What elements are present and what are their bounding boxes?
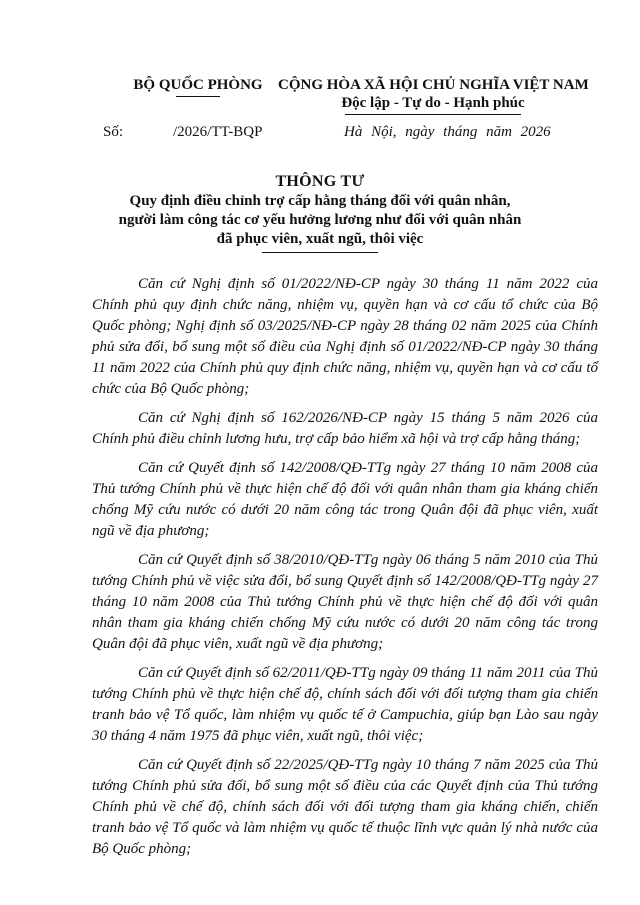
republic-name: CỘNG HÒA XÃ HỘI CHỦ NGHĨA VIỆT NAM xyxy=(278,77,589,93)
legal-basis-paragraph: Căn cứ Quyết định số 62/2011/QĐ-TTg ngày 09 tháng 11 năm 2011 của Thủ tướng Chính phủ về thực hiện chế độ, chính sách đối với đối tượng tham gia chiến tranh bảo vệ Tổ quốc, làm nhiệm vụ quốc tế ở Campuchia, giúp bạn Lào sau ngày 30 tháng 4 năm 1975 đã phục viên, xuất ngũ, thôi việc; xyxy=(92,665,598,744)
legal-basis-paragraph: Căn cứ Quyết định số 38/2010/QĐ-TTg ngày 06 tháng 5 năm 2010 của Thủ tướng Chính phủ về việc sửa đổi, bổ sung Quyết định số 142/2008/QĐ-TTg ngày 27 tháng 10 năm 2008 của Thủ tướng Chính phủ về thực hiện chế độ đối với quân nhân tham gia kháng chiến chống Mỹ cứu nước có dưới 20 năm công tác trong Quân đội đã phục viên, xuất ngũ về địa phương; xyxy=(92,552,598,652)
title-block xyxy=(80,172,560,253)
legal-basis-paragraph: Căn cứ Quyết định số 142/2008/QĐ-TTg ngày 27 tháng 10 năm 2008 của Thủ tướng Chính phủ về thực hiện chế độ đối với quân nhân tham gia kháng chiến chống Mỹ cứu nước có dưới 20 năm công tác trong Quân đội đã phục viên, xuất ngũ về địa phương; xyxy=(92,460,598,539)
document-type: THÔNG TƯ xyxy=(275,173,365,190)
ministry-name: BỘ QUỐC PHÒNG xyxy=(133,77,263,93)
legal-basis-section xyxy=(92,274,598,868)
legal-basis-paragraph: Căn cứ Nghị định số 162/2026/NĐ-CP ngày 15 tháng 5 năm 2026 của Chính phủ điều chỉnh lương hưu, trợ cấp bảo hiểm xã hội và trợ cấp hằng tháng; xyxy=(92,410,598,447)
document-subject-line: người làm công tác cơ yếu hưởng lương như đối với quân nhân xyxy=(118,212,522,228)
document-subject-line: Quy định điều chỉnh trợ cấp hằng tháng đối với quân nhân, xyxy=(129,193,511,209)
document-number-value: /2026/TT-BQP xyxy=(173,124,263,140)
national-motto: Độc lập - Tự do - Hạnh phúc xyxy=(341,95,525,111)
document-number-label: Số: xyxy=(103,124,124,140)
motto-underline xyxy=(345,114,521,115)
issuing-agency-block xyxy=(118,76,278,97)
legal-basis-paragraph: Căn cứ Quyết định số 22/2025/QĐ-TTg ngày 10 tháng 7 năm 2025 của Thủ tướng Chính phủ sửa đổi, bổ sung một số điều của các Quyết định của Thủ tướng Chính phủ về chế độ, chính sách đối với đối tượng tham gia kháng chiến, chiến tranh bảo vệ Tổ quốc và làm nhiệm vụ quốc tế thuộc lĩnh vực quản lý nhà nước của Bộ Quốc phòng; xyxy=(92,757,598,857)
national-title-block xyxy=(278,76,588,115)
document-subject-line: đã phục viên, xuất ngũ, thôi việc xyxy=(216,231,424,247)
title-underline xyxy=(262,252,378,253)
legal-basis-paragraph: Căn cứ Nghị định số 01/2022/NĐ-CP ngày 30 tháng 11 năm 2022 của Chính phủ quy định chức năng, nhiệm vụ, quyền hạn và cơ cấu tổ chức của Bộ Quốc phòng; Nghị định số 03/2025/NĐ-CP ngày 28 tháng 02 năm 2025 của Chính phủ sửa đổi, bổ sung một số điều của Nghị định số 01/2022/NĐ-CP ngày 30 tháng 11 năm 2022 của Chính phủ quy định chức năng, nhiệm vụ, quyền hạn và cơ cấu tổ chức của Bộ Quốc phòng; xyxy=(92,276,598,397)
place-and-date: Hà Nội, ngày tháng năm 2026 xyxy=(344,124,551,140)
ministry-underline xyxy=(176,96,220,97)
document-number xyxy=(103,123,262,141)
